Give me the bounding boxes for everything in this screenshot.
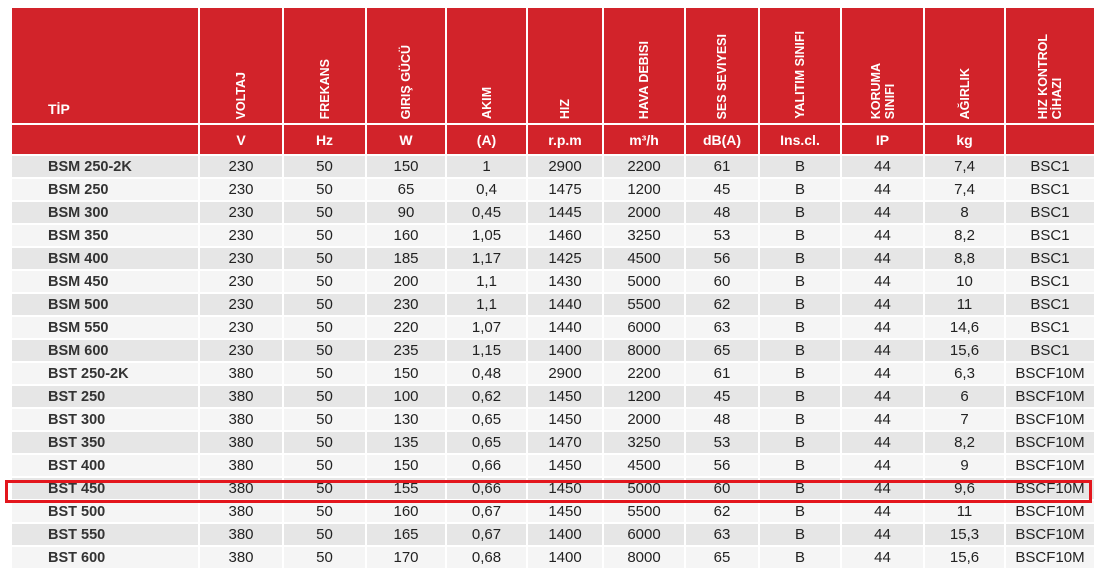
- table-cell: B: [760, 524, 840, 545]
- table-cell: 11: [925, 501, 1004, 522]
- table-cell: 6000: [604, 524, 684, 545]
- table-cell: 14,6: [925, 317, 1004, 338]
- table-cell: 4500: [604, 455, 684, 476]
- table-cell: BSC1: [1006, 225, 1094, 246]
- table-cell: 100: [367, 386, 445, 407]
- table-cell: 15,6: [925, 547, 1004, 568]
- table-cell: 5000: [604, 478, 684, 499]
- table-cell: 44: [842, 478, 923, 499]
- column-header: [1006, 8, 1094, 123]
- table-cell: BSC1: [1006, 294, 1094, 315]
- table-cell: BSC1: [1006, 179, 1094, 200]
- table-cell: B: [760, 317, 840, 338]
- table-cell: 44: [842, 455, 923, 476]
- table-cell: 7,4: [925, 156, 1004, 177]
- table-cell: 1200: [604, 386, 684, 407]
- table-cell: 9,6: [925, 478, 1004, 499]
- column-header-label: FREKANS: [317, 58, 332, 119]
- table-cell: 6000: [604, 317, 684, 338]
- table-cell: 44: [842, 547, 923, 568]
- table-cell: 50: [284, 225, 365, 246]
- table-cell: 1,05: [447, 225, 526, 246]
- column-header-label: SES SEVIYESI: [715, 33, 729, 119]
- table-cell: 200: [367, 271, 445, 292]
- row-type-cell: BST 250: [12, 386, 198, 407]
- table-cell: 1440: [528, 317, 602, 338]
- table-cell: 15,6: [925, 340, 1004, 361]
- table-cell: 380: [200, 455, 282, 476]
- table-cell: 50: [284, 202, 365, 223]
- row-type-cell: BSM 250: [12, 179, 198, 200]
- table-cell: 44: [842, 294, 923, 315]
- column-unit: V: [200, 125, 282, 154]
- table-cell: 380: [200, 501, 282, 522]
- column-unit: dB(A): [686, 125, 758, 154]
- table-cell: 170: [367, 547, 445, 568]
- table-cell: 380: [200, 524, 282, 545]
- table-cell: 50: [284, 271, 365, 292]
- table-cell: B: [760, 202, 840, 223]
- table-cell: 50: [284, 547, 365, 568]
- table-cell: 62: [686, 501, 758, 522]
- table-cell: 230: [200, 225, 282, 246]
- table-cell: 90: [367, 202, 445, 223]
- row-type-cell: BSM 400: [12, 248, 198, 269]
- table-cell: BSC1: [1006, 202, 1094, 223]
- table-cell: BSCF10M: [1006, 386, 1094, 407]
- table-cell: 230: [200, 156, 282, 177]
- table-cell: 63: [686, 524, 758, 545]
- table-cell: 44: [842, 340, 923, 361]
- table-cell: 44: [842, 202, 923, 223]
- table-cell: BSCF10M: [1006, 478, 1094, 499]
- table-cell: 1,17: [447, 248, 526, 269]
- table-cell: 50: [284, 409, 365, 430]
- table-cell: 1460: [528, 225, 602, 246]
- table-cell: 62: [686, 294, 758, 315]
- table-cell: 150: [367, 363, 445, 384]
- table-cell: 1200: [604, 179, 684, 200]
- table-cell: B: [760, 363, 840, 384]
- column-header-label: YALITIM SINIFI: [793, 31, 807, 119]
- table-cell: B: [760, 501, 840, 522]
- table-cell: 2000: [604, 202, 684, 223]
- table-cell: BSCF10M: [1006, 524, 1094, 545]
- table-cell: 2000: [604, 409, 684, 430]
- column-header: [604, 8, 684, 123]
- table-cell: 0,67: [447, 501, 526, 522]
- table-cell: 56: [686, 248, 758, 269]
- row-type-cell: BST 550: [12, 524, 198, 545]
- table-cell: 8000: [604, 340, 684, 361]
- column-header: [12, 8, 198, 123]
- table-cell: 8,2: [925, 432, 1004, 453]
- column-header: [925, 8, 1004, 123]
- table-cell: B: [760, 294, 840, 315]
- table-cell: 2200: [604, 363, 684, 384]
- table-cell: 380: [200, 478, 282, 499]
- row-type-cell: BST 400: [12, 455, 198, 476]
- column-unit: [1006, 125, 1094, 154]
- table-cell: 8000: [604, 547, 684, 568]
- table-cell: 1400: [528, 524, 602, 545]
- table-cell: 1425: [528, 248, 602, 269]
- table-cell: 0,68: [447, 547, 526, 568]
- table-cell: B: [760, 271, 840, 292]
- row-type-cell: BST 600: [12, 547, 198, 568]
- table-cell: BSC1: [1006, 156, 1094, 177]
- table-cell: 1430: [528, 271, 602, 292]
- column-header-label: AĞIRLIK: [957, 67, 972, 119]
- column-unit: Hz: [284, 125, 365, 154]
- table-cell: 230: [200, 271, 282, 292]
- table-cell: 155: [367, 478, 445, 499]
- column-header-label: TİP: [48, 101, 70, 117]
- table-cell: 4500: [604, 248, 684, 269]
- table-cell: 7,4: [925, 179, 1004, 200]
- table-cell: 2900: [528, 156, 602, 177]
- column-unit: Ins.cl.: [760, 125, 840, 154]
- table-cell: 230: [200, 317, 282, 338]
- column-header-label: VOLTAJ: [234, 71, 248, 119]
- table-cell: 61: [686, 156, 758, 177]
- table-cell: 1445: [528, 202, 602, 223]
- table-cell: B: [760, 455, 840, 476]
- table-cell: BSC1: [1006, 271, 1094, 292]
- row-type-cell: BST 450: [12, 478, 198, 499]
- table-cell: 185: [367, 248, 445, 269]
- column-header: [686, 8, 758, 123]
- column-header: [842, 8, 923, 123]
- table-cell: 1450: [528, 501, 602, 522]
- table-cell: 44: [842, 248, 923, 269]
- table-cell: 56: [686, 455, 758, 476]
- table-cell: 65: [686, 547, 758, 568]
- table-cell: 53: [686, 432, 758, 453]
- table-cell: 50: [284, 156, 365, 177]
- table-cell: BSCF10M: [1006, 409, 1094, 430]
- table-cell: 130: [367, 409, 445, 430]
- table-cell: 60: [686, 478, 758, 499]
- column-header: [528, 8, 602, 123]
- table-cell: 48: [686, 409, 758, 430]
- row-type-cell: BST 250-2K: [12, 363, 198, 384]
- column-unit: IP: [842, 125, 923, 154]
- table-cell: 1,07: [447, 317, 526, 338]
- table-cell: 50: [284, 432, 365, 453]
- table-cell: 50: [284, 363, 365, 384]
- table-cell: 9: [925, 455, 1004, 476]
- table-cell: 44: [842, 317, 923, 338]
- table-cell: 1450: [528, 478, 602, 499]
- table-cell: 220: [367, 317, 445, 338]
- table-cell: 150: [367, 455, 445, 476]
- table-cell: 50: [284, 248, 365, 269]
- table-cell: 380: [200, 363, 282, 384]
- column-header: [447, 8, 526, 123]
- table-cell: 8,8: [925, 248, 1004, 269]
- table-cell: BSCF10M: [1006, 363, 1094, 384]
- table-cell: 0,66: [447, 478, 526, 499]
- column-unit: [12, 125, 198, 154]
- table-cell: BSCF10M: [1006, 501, 1094, 522]
- column-header-label: AKIM: [479, 87, 494, 119]
- table-cell: 3250: [604, 432, 684, 453]
- row-type-cell: BST 300: [12, 409, 198, 430]
- column-unit: (A): [447, 125, 526, 154]
- table-cell: 44: [842, 363, 923, 384]
- table-cell: 44: [842, 501, 923, 522]
- table-cell: B: [760, 225, 840, 246]
- row-type-cell: BST 350: [12, 432, 198, 453]
- table-cell: BSC1: [1006, 340, 1094, 361]
- table-cell: 1400: [528, 547, 602, 568]
- table-cell: 160: [367, 225, 445, 246]
- table-cell: 380: [200, 386, 282, 407]
- row-type-cell: BSM 350: [12, 225, 198, 246]
- table-cell: 10: [925, 271, 1004, 292]
- table-cell: B: [760, 478, 840, 499]
- table-cell: 45: [686, 179, 758, 200]
- table-cell: 63: [686, 317, 758, 338]
- table-cell: 230: [200, 202, 282, 223]
- table-cell: B: [760, 156, 840, 177]
- table-cell: 1450: [528, 386, 602, 407]
- table-cell: 1475: [528, 179, 602, 200]
- table-cell: B: [760, 386, 840, 407]
- table-cell: 53: [686, 225, 758, 246]
- column-header-label: KORUMA SINIFI: [868, 62, 897, 119]
- table-cell: BSCF10M: [1006, 432, 1094, 453]
- table-cell: 1,1: [447, 271, 526, 292]
- table-cell: 65: [686, 340, 758, 361]
- table-cell: 380: [200, 432, 282, 453]
- table-cell: 6: [925, 386, 1004, 407]
- table-cell: 48: [686, 202, 758, 223]
- table-cell: 230: [200, 340, 282, 361]
- table-cell: 45: [686, 386, 758, 407]
- table-cell: 11: [925, 294, 1004, 315]
- table-cell: 44: [842, 225, 923, 246]
- table-cell: 1470: [528, 432, 602, 453]
- row-type-cell: BST 500: [12, 501, 198, 522]
- column-header: [284, 8, 365, 123]
- column-header-label: HIZ KONTROL CİHAZI: [1036, 33, 1064, 119]
- table-cell: 235: [367, 340, 445, 361]
- table-cell: 0,48: [447, 363, 526, 384]
- table-cell: 5500: [604, 294, 684, 315]
- table-cell: 0,65: [447, 432, 526, 453]
- table-cell: 150: [367, 156, 445, 177]
- table-cell: 230: [200, 294, 282, 315]
- table-cell: 0,45: [447, 202, 526, 223]
- table-cell: 50: [284, 478, 365, 499]
- table-cell: 50: [284, 386, 365, 407]
- row-type-cell: BSM 450: [12, 271, 198, 292]
- table-cell: 1,1: [447, 294, 526, 315]
- table-cell: BSC1: [1006, 317, 1094, 338]
- column-header: [367, 8, 445, 123]
- row-type-cell: BSM 550: [12, 317, 198, 338]
- table-cell: 50: [284, 455, 365, 476]
- column-header-label: GIRIŞ GÜCÜ: [399, 44, 413, 119]
- table-cell: 230: [367, 294, 445, 315]
- table-cell: 1: [447, 156, 526, 177]
- table-cell: 44: [842, 524, 923, 545]
- table-cell: 44: [842, 432, 923, 453]
- table-cell: 2200: [604, 156, 684, 177]
- table-cell: 44: [842, 409, 923, 430]
- table-cell: 44: [842, 271, 923, 292]
- column-unit: r.p.m: [528, 125, 602, 154]
- table-cell: 0,65: [447, 409, 526, 430]
- column-unit: m³/h: [604, 125, 684, 154]
- column-unit: kg: [925, 125, 1004, 154]
- column-unit: W: [367, 125, 445, 154]
- column-header-label: HAVA DEBISI: [637, 40, 651, 119]
- table-cell: 7: [925, 409, 1004, 430]
- table-cell: 44: [842, 156, 923, 177]
- table-cell: 50: [284, 524, 365, 545]
- table-cell: 0,4: [447, 179, 526, 200]
- table-cell: 61: [686, 363, 758, 384]
- table-cell: 15,3: [925, 524, 1004, 545]
- table-cell: B: [760, 547, 840, 568]
- column-header: [760, 8, 840, 123]
- column-header: [200, 8, 282, 123]
- table-cell: 1440: [528, 294, 602, 315]
- table-cell: BSCF10M: [1006, 455, 1094, 476]
- table-cell: 160: [367, 501, 445, 522]
- table-cell: 5500: [604, 501, 684, 522]
- table-cell: 1450: [528, 455, 602, 476]
- table-cell: B: [760, 179, 840, 200]
- table-cell: BSC1: [1006, 248, 1094, 269]
- table-cell: 135: [367, 432, 445, 453]
- table-cell: 0,67: [447, 524, 526, 545]
- table-cell: B: [760, 409, 840, 430]
- table-cell: 1,15: [447, 340, 526, 361]
- table-cell: 230: [200, 179, 282, 200]
- table-cell: 44: [842, 179, 923, 200]
- table-cell: 3250: [604, 225, 684, 246]
- row-type-cell: BSM 300: [12, 202, 198, 223]
- table-cell: B: [760, 340, 840, 361]
- table-cell: 2900: [528, 363, 602, 384]
- table-cell: 50: [284, 317, 365, 338]
- table-cell: 65: [367, 179, 445, 200]
- table-cell: B: [760, 248, 840, 269]
- table-cell: 6,3: [925, 363, 1004, 384]
- table-cell: 50: [284, 294, 365, 315]
- table-cell: 50: [284, 501, 365, 522]
- table-cell: 1400: [528, 340, 602, 361]
- table-cell: 50: [284, 340, 365, 361]
- column-header-label: HIZ: [558, 98, 572, 119]
- table-cell: 8: [925, 202, 1004, 223]
- table-cell: 1450: [528, 409, 602, 430]
- table-cell: BSCF10M: [1006, 547, 1094, 568]
- table-cell: 165: [367, 524, 445, 545]
- table-cell: 60: [686, 271, 758, 292]
- table-cell: 380: [200, 409, 282, 430]
- table-cell: 0,66: [447, 455, 526, 476]
- spec-table: [12, 8, 1088, 568]
- row-type-cell: BSM 500: [12, 294, 198, 315]
- table-cell: 0,62: [447, 386, 526, 407]
- table-cell: B: [760, 432, 840, 453]
- table-cell: 5000: [604, 271, 684, 292]
- table-cell: 44: [842, 386, 923, 407]
- table-cell: 8,2: [925, 225, 1004, 246]
- table-cell: 380: [200, 547, 282, 568]
- row-type-cell: BSM 600: [12, 340, 198, 361]
- table-cell: 50: [284, 179, 365, 200]
- table-cell: 230: [200, 248, 282, 269]
- row-type-cell: BSM 250-2K: [12, 156, 198, 177]
